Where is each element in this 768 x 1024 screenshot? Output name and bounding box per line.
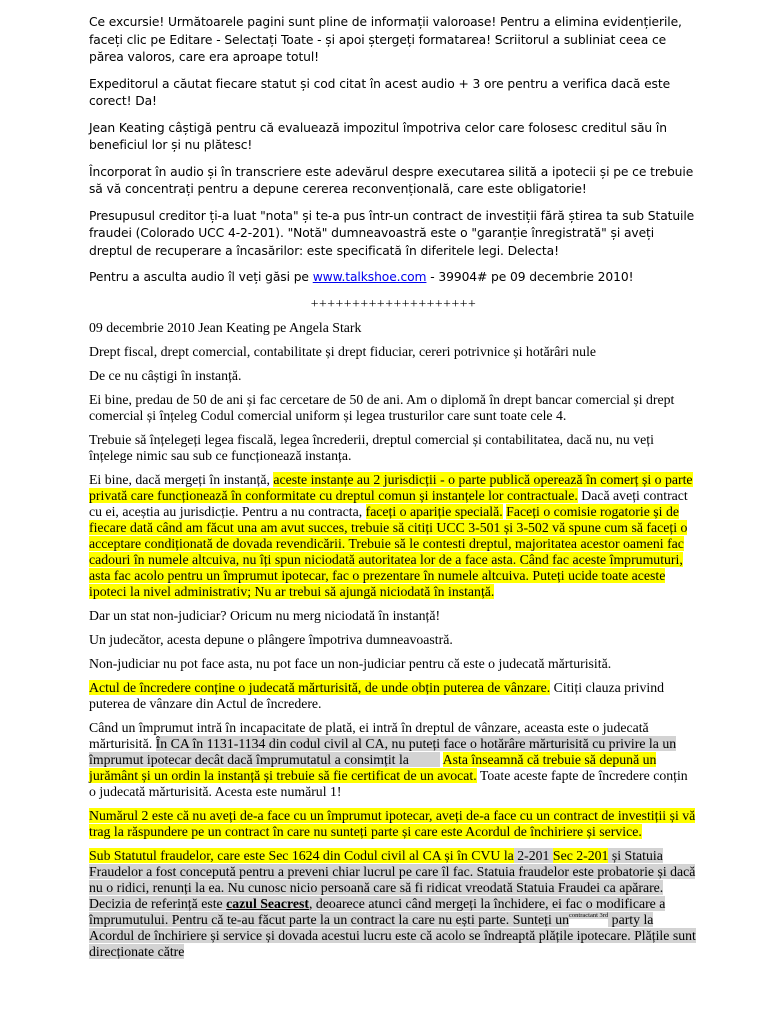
p10-grey-payments: party la Acordul de închiriere și service și dovada acestui lucru este că acolo se îndreaptă plățile ipotecare. Plățile sunt direcționate către — [89, 911, 696, 959]
transcript-paragraph-8 — [89, 720, 698, 800]
intro-paragraph-2: Expeditorul a căutat fiecare statut și cod citat în acest audio + 3 ore pentru a verifica dacă este corect! Da! — [89, 76, 671, 108]
p10-grey-reference: Nu cunosc nicio persoană care să fi ridicat vreodată Statuia Fraudei ca apărare. Decizia de referință este — [89, 879, 664, 911]
talkshoe-link[interactable]: www.talkshoe.com — [312, 270, 427, 284]
p10-highlight-sec-2-201: Sec 2-201 — [552, 847, 609, 863]
p8-text-a: Când un împrumut intră în incapacitate de plată, ei intră în dreptul de vânzare, aceasta este o judecată mărturisită. — [89, 719, 649, 751]
audio-text-after: - 39904# pe 09 decembrie 2010! — [426, 270, 634, 284]
p10-superscript: contractant 3rd — [569, 911, 609, 919]
intro-section — [89, 14, 698, 287]
p10-grey-2-201: 2-201 — [513, 847, 553, 863]
p10-grey-closing: , deoarece atunci când mergeți la închidere, ei fac o modificare a împrumutului. — [89, 895, 666, 927]
p9-highlight-investment-contract: Numărul 2 este că nu aveți de-a face cu un împrumut ipotecar, aveți de-a face cu un contract de investiții și vă trag la răspundere pe un contract în care nu sunteți parte și care este Acordul de închiriere și service. — [89, 807, 696, 839]
p10-grey-probatory: Statuia fraudelor este probatorie și dacă nu o ridici, renunți la ea. — [89, 863, 696, 895]
intro-paragraph-5: Presupusul creditor ți-a luat "nota" și te-a pus într-un contract de investiții fără știrea ta sub Statuile fraudei (Colorado UCC 4-2-201). "Notă" dumneavoastră este o "garanție înregistrată" și aveți dreptul de recuperare a încasărilor: este specificată în diferitele legi. Delecta! — [89, 208, 695, 258]
p7-text-b: Citiți clauza privind puterea de vânzare din Actul de încredere. — [89, 679, 665, 711]
p10-grey-party: Pentru că te-au făcut parte la un contract la care nu ești parte. Sunteți un — [168, 911, 570, 927]
intro-paragraph-6 — [89, 269, 698, 287]
p8-grey-highlight-ca-code: În CA în 1131-1134 din codul civil al CA, nu puteți face o hotărâre mărturisită cu privire la un împrumut ipotecar decât dacă împrumutatul a consimțit la — [89, 735, 677, 767]
p10-highlight-statute: Sub Statutul fraudelor, care este Sec 1624 din Codul civil al CA și în CVU la — [89, 847, 514, 863]
transcript-paragraph-5: Un judecător, acesta depune o plângere împotriva dumneavoastră. — [89, 631, 453, 647]
p3-highlight-jurisdictions: aceste instanțe au 2 jurisdicții - o parte publică operează în comerț și o parte privată care funcționează în conformitate cu dreptul comun și instanțele lor contractuale. — [89, 471, 693, 503]
transcript-section — [89, 296, 698, 960]
transcript-paragraph-3 — [89, 472, 698, 600]
p10-seacrest-case: cazul Seacrest — [226, 895, 310, 911]
p8-grey-gap — [409, 752, 440, 767]
intro-paragraph-4: Încorporat în audio și în transcriere este adevărul despre executarea silită a ipotecii și pe ce trebuie să vă concentrați pentru a depune cererea reconvențională, care este obligatorie! — [89, 164, 694, 196]
audio-text-before: Pentru a asculta audio îl veți găsi pe — [89, 270, 313, 284]
transcript-paragraph-9 — [89, 808, 698, 840]
p8-text-f: Toate aceste fapte de încredere conțin o judecată mărturisită. Acesta este numărul 1! — [89, 767, 688, 799]
transcript-paragraph-2: Trebuie să înțelegeți legea fiscală, legea încrederii, dreptul comercial și contabilitatea, dacă nu, nu veți înțelege nimic sau sub ce funcționează instanța. — [89, 431, 654, 463]
transcript-paragraph-6: Non-judiciar nu pot face asta, nu pot face un non-judiciar pentru că este o judecată mărturisită. — [89, 655, 612, 671]
transcript-question: De ce nu câștigi în instanță. — [89, 367, 242, 383]
transcript-paragraph-4: Dar un stat non-judiciar? Oricum nu merg niciodată în instanță! — [89, 607, 441, 623]
p10-grey-statute-fraud: și Statuia Fraudelor a fost concepută pentru a preveni chiar lucrul pe care îl fac. — [89, 847, 663, 879]
p3-text-c: Dacă aveți contract cu ei, aceștia au jurisdicție. Pentru a nu contracta, — [89, 487, 688, 519]
transcript-paragraph-1: Ei bine, predau de 50 de ani și fac cercetare de 50 de ani. Am o diplomă în drept bancar comercial și drept comercial și înțeleg Codul comercial uniform și legea trusturilor care sunt toate cele 4. — [89, 391, 675, 423]
intro-paragraph-3: Jean Keating câștigă pentru că evaluează impozitul împotriva celor care folosesc creditul său în beneficiul lor și nu plătesc! — [89, 120, 667, 152]
transcript-paragraph-10 — [89, 848, 698, 960]
transcript-subjects: Drept fiscal, drept comercial, contabilitate și drept fiduciar, cereri potrivnice și hotărâri nule — [89, 343, 597, 359]
p8-highlight-oath: Asta înseamnă că trebuie să depună un jurământ și un ordin la instanță și trebuie să fie certificat de un avocat. — [89, 751, 657, 783]
p3-text-a: Ei bine, dacă mergeți în instanță, — [89, 471, 274, 487]
intro-paragraph-1: Ce excursie! Următoarele pagini sunt pline de informații valoroase! Pentru a elimina evidențierile, faceți clic pe Editare - Selectați Toate - și apoi ștergeți formatarea! Scriitorul a subliniat ceea ce părea valoros, care era aproape totul! — [89, 15, 682, 64]
separator-line: ++++++++++++++++++++ — [310, 295, 477, 311]
p3-highlight-rogatory: Faceți o comisie rogatorie și de fiecare dată când am făcut una am avut succes, trebuie să citiți UCC 3-501 și 3-502 vă spune cum să faceți o acceptare condiționată de dovada revendicării. Trebuie să le contesti dreptul, majoritatea acestor oameni fac cadouri în numele altcuiva, nu îți spun niciodată autoritatea lor de a face asta. Când fac aceste împrumuturi, asta fac acolo pentru un împrumut ipotecar, fac o prezentare în numele altcuiva. Puteți ucide toate aceste ipoteci la nivel administrativ; Nu ar trebui să ajungă niciodată în instanță. — [89, 503, 688, 599]
transcript-paragraph-7 — [89, 680, 698, 712]
transcript-heading: 09 decembrie 2010 Jean Keating pe Angela Stark — [89, 319, 362, 335]
p7-highlight-trust-deed: Actul de încredere conține o judecată mărturisită, de unde obțin puterea de vânzare. — [89, 679, 551, 695]
p3-highlight-special-appearance: faceți o apariție specială. — [365, 503, 503, 519]
